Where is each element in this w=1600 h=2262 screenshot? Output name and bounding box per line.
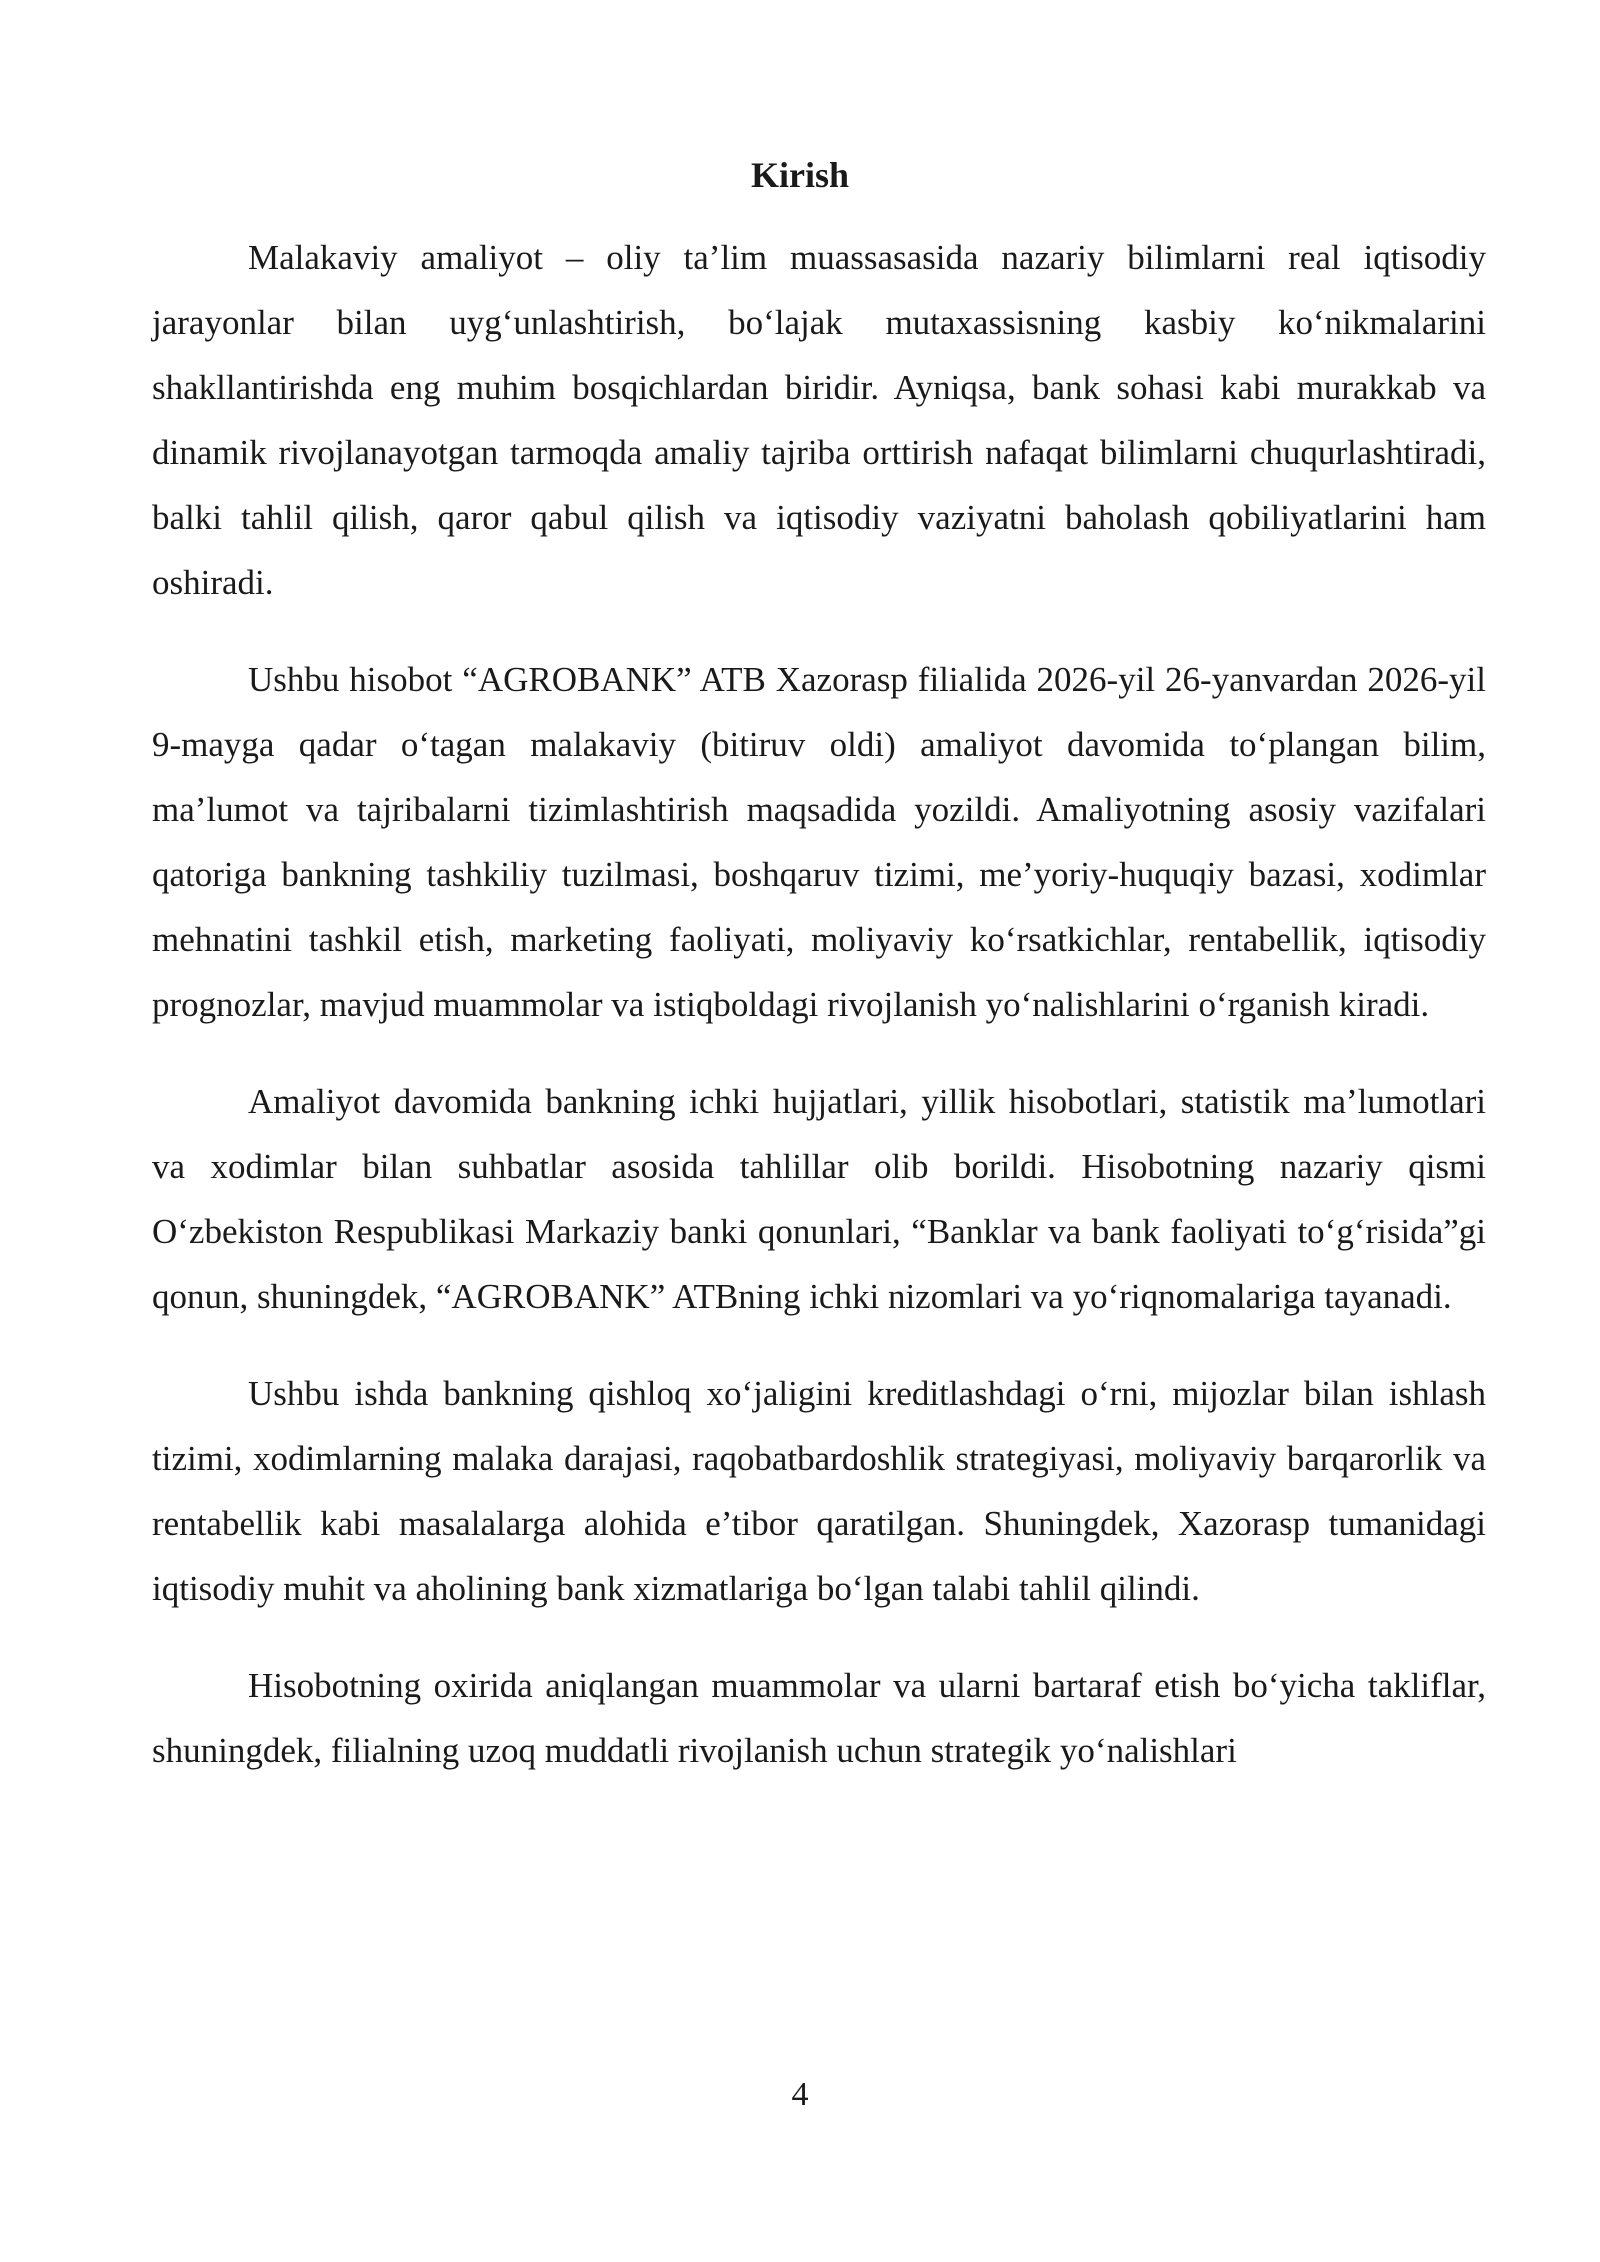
page-number: 4 (791, 2076, 809, 2113)
paragraph-2: Ushbu hisobot “AGROBANK” ATB Xazorasp filialida 2026-yil 26-yanvardan 2026-yil 9-mayga qadar o‘tagan malakaviy (bitiruv oldi) amaliyot davomida to‘plangan bilim, ma’lumot va tajribalarni tizimlashtirish maqsadida yozildi. Amaliyotning asosiy vazifalari qatoriga bankning tashkiliy tuzilmasi, boshqaruv tizimi, me’yoriy-huquqiy bazasi, xodimlar mehnatini tashkil etish, marketing faoliyati, moliyaviy ko‘rsatkichlar, rentabellik, iqtisodiy prognozlar, mavjud muammolar va istiqboldagi rivojlanish yo‘nalishlarini o‘rganish kiradi. (152, 660, 1486, 1024)
paragraph-3: Amaliyot davomida bankning ichki hujjatlari, yillik hisobotlari, statistik ma’lumotlari va xodimlar bilan suhbatlar asosida tahlillar olib borildi. Hisobotning nazariy qismi O‘zbekiston Respublikasi Markaziy banki qonunlari, “Banklar va bank faoliyati to‘g‘risida”gi qonun, shuningdek, “AGROBANK” ATBning ichki nizomlari va yo‘riqnomalariga tayanadi. (152, 1082, 1486, 1316)
paragraph-5: Hisobotning oxirida aniqlangan muammolar va ularni bartaraf etish bo‘yicha takliflar, shuningdek, filialning uzoq muddatli rivojlanish uchun strategik yo‘nalishlari (152, 1666, 1486, 1770)
paragraph-4: Ushbu ishda bankning qishloq xo‘jaligini kreditlashdagi o‘rni, mijozlar bilan ishlash tizimi, xodimlarning malaka darajasi, raqobatbardoshlik strategiyasi, moliyaviy barqarorlik va rentabellik kabi masalalarga alohida e’tibor qaratilgan. Shuningdek, Xazorasp tumanidagi iqtisodiy muhit va aholining bank xizmatlariga bo‘lgan talabi tahlil qilindi. (152, 1374, 1486, 1608)
section-heading: Kirish (750, 155, 849, 195)
paragraph-1: Malakaviy amaliyot – oliy ta’lim muassasasida nazariy bilimlarni real iqtisodiy jarayonlar bilan uyg‘unlashtirish, bo‘lajak mutaxassisning kasbiy ko‘nikmalarini shakllantirishda eng muhim bosqichlardan biridir. Ayniqsa, bank sohasi kabi murakkab va dinamik rivojlanayotgan tarmoqda amaliy tajriba orttirish nafaqat bilimlarni chuqurlashtiradi, balki tahlil qilish, qaror qabul qilish va iqtisodiy vaziyatni baholash qobiliyatlarini ham oshiradi. (152, 238, 1486, 602)
body-text (152, 225, 1486, 1815)
